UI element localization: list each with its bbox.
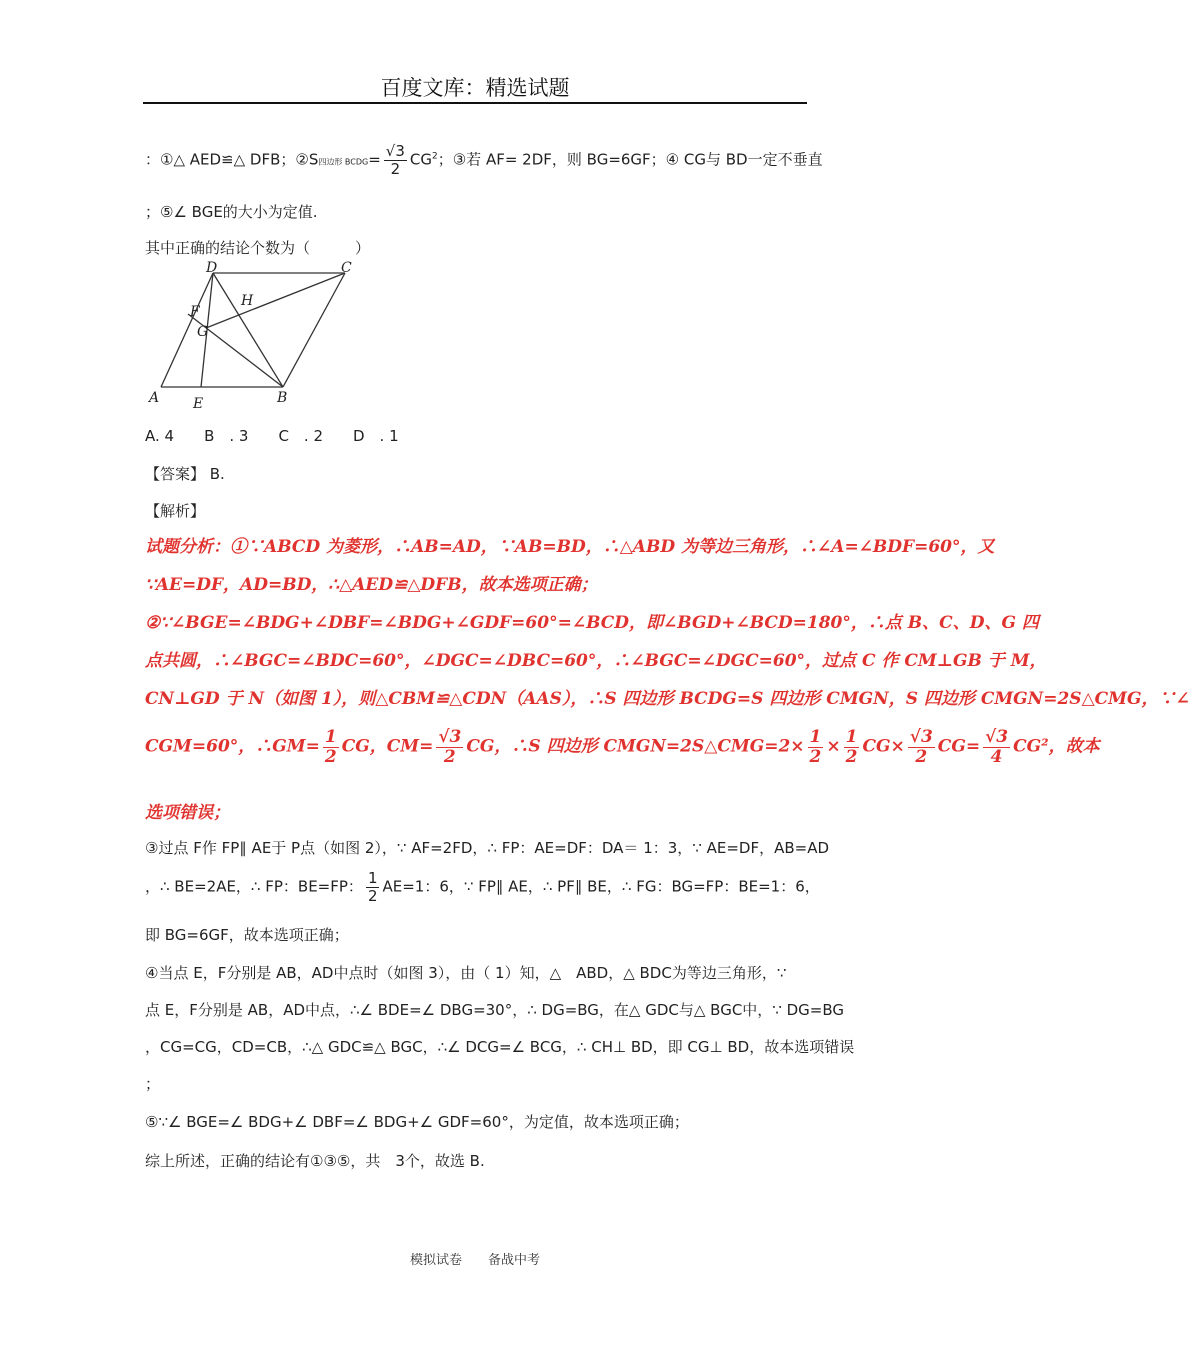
analysis-red-line-1: 试题分析：①∵ABCD 为菱形，∴AB=AD，∵AB=BD，∴△ABD 为等边三角形，∴∠A=∠BDF=60°，又 <box>145 537 995 557</box>
p3-2a: ，∴ BE=2AE，∴ FP：BE=FP： <box>145 877 363 896</box>
analysis-p4-line-2: 点 E，F分别是 AB，AD中点，∴∠ BDE=∠ DBG=30°，∴ DG=BG，在△ GDC与△ BGC中，∵ DG=BG <box>145 1001 845 1019</box>
segment-gc <box>206 273 345 328</box>
analysis-p3-line-3: 即 BG=6GF，故本选项正确； <box>145 926 349 944</box>
frac-den: 2 <box>809 746 822 767</box>
superscript-2: 2 <box>432 151 438 162</box>
label-e: E <box>193 396 204 412</box>
fraction-half <box>366 870 380 904</box>
diagonal-db <box>213 273 283 387</box>
fraction-half <box>323 728 339 766</box>
analysis-p3-line-2 <box>145 870 820 904</box>
frac-den: 2 <box>845 746 858 767</box>
fraction-root3-over-2 <box>908 728 935 766</box>
red6-b: CG，CM= <box>341 736 434 757</box>
p3-2b: AE=1：6，∵ FP∥ AE，∴ PF∥ BE，∴ FG：BG=FP：BE=1：6， <box>382 877 820 896</box>
question-line-3: 其中正确的结论个数为（ ） <box>145 239 371 257</box>
label-g: G <box>197 324 209 340</box>
answer-options: A. 4 B . 3 C . 2 D . 1 <box>145 427 399 445</box>
frac-den: 2 <box>443 746 456 767</box>
red6-e: CG× <box>862 736 905 757</box>
rhombus-figure <box>140 260 380 415</box>
label-d: D <box>206 260 218 276</box>
frac-num: √3 <box>909 727 933 747</box>
label-h: H <box>241 293 254 309</box>
red6-d: × <box>826 736 841 757</box>
page-footer: 模拟试卷 备战中考 <box>409 1253 540 1268</box>
red6-c: CG，∴S 四边形 CMGN=2S△CMG=2× <box>466 736 805 757</box>
page-header-title: 百度文库：精选试题 <box>380 76 570 100</box>
red6-g: CG²，故本 <box>1013 736 1100 757</box>
analysis-heading: 【解析】 <box>145 502 206 520</box>
analysis-p4-line-4: ； <box>145 1075 161 1093</box>
frac-num: 1 <box>809 727 822 747</box>
label-c: C <box>341 260 352 276</box>
analysis-red-line-3: ②∵∠BGE=∠BDG+∠DBF=∠BDG+∠GDF=60°=∠BCD，即∠BGD+∠BCD=180°，∴点 B、C、D、G 四 <box>145 613 1039 633</box>
frac-num: √3 <box>985 727 1009 747</box>
fraction-half <box>844 728 860 766</box>
question-cg: CG <box>409 150 432 169</box>
red6-f: CG= <box>937 736 981 757</box>
header-divider <box>143 102 807 104</box>
analysis-p3-line-1: ③过点 F作 FP∥ AE于 P点（如图 2），∵ AF=2FD，∴ FP：AE=DF：DA＝ 1：3，∵ AE=DF，AB=AD <box>145 839 830 857</box>
frac-den: 2 <box>324 746 337 767</box>
fraction-sqrt3-over-2 <box>384 143 407 177</box>
red6-a: CGM=60°，∴GM= <box>145 736 320 757</box>
fraction-half <box>808 728 824 766</box>
frac-num: 1 <box>324 727 337 747</box>
frac-den: 4 <box>990 746 1003 767</box>
question-line-1 <box>145 143 823 177</box>
question-line-2: ；⑤∠ BGE的大小为定值. <box>145 203 318 221</box>
frac-den: 2 <box>367 886 378 905</box>
fraction-root3-over-2 <box>436 728 463 766</box>
question-subscript: 四边形 BCDG <box>318 157 369 167</box>
analysis-p4-line-3: ，CG=CG，CD=CB，∴△ GDC≌△ BGC，∴∠ DCG=∠ BCG，∴ CH⊥ BD，即 CG⊥ BD，故本选项错误 <box>145 1038 855 1056</box>
frac-num: 1 <box>367 869 378 887</box>
analysis-red-line-7: 选项错误； <box>145 803 230 823</box>
frac-num: 1 <box>845 727 858 747</box>
frac-den: 2 <box>915 746 928 767</box>
analysis-p4-line-1: ④当点 E，F分别是 AB，AD中点时（如图 3），由（ 1）知，△ ABD，△ BDC为等边三角形，∵ <box>145 964 787 982</box>
edge-cb <box>283 273 345 387</box>
analysis-red-line-4: 点共圆，∴∠BGC=∠BDC=60°，∠DGC=∠DBC=60°，∴∠BGC=∠DGC=60°，过点 C 作 CM⊥GB 于 M， <box>145 651 1047 671</box>
label-f: F <box>190 304 200 320</box>
fraction-denominator: 2 <box>390 159 401 178</box>
question-line-1-a: ：①△ AED≌△ DFB；②S <box>145 150 319 169</box>
fraction-root3-over-4 <box>983 728 1010 766</box>
fraction-numerator: √3 <box>385 142 405 160</box>
equals-sign: = <box>368 150 381 169</box>
analysis-red-line-6 <box>145 728 1100 766</box>
analysis-summary: 综上所述，正确的结论有①③⑤，共 3个，故选 B. <box>145 1152 485 1170</box>
frac-num: √3 <box>438 727 462 747</box>
label-b: B <box>277 390 288 406</box>
question-line-1-c: ；③若 AF= 2DF，则 BG=6GF；④ CG与 BD一定不垂直 <box>437 150 823 169</box>
label-a: A <box>149 390 160 406</box>
answer-line: 【答案】 B. <box>145 465 225 483</box>
analysis-red-line-2: ∵AE=DF，AD=BD，∴△AED≌△DFB，故本选项正确； <box>145 575 598 595</box>
analysis-p5: ⑤∵∠ BGE=∠ BDG+∠ DBF=∠ BDG+∠ GDF=60°，为定值，故本选项正确； <box>145 1113 689 1131</box>
analysis-red-line-5: CN⊥GD 于 N（如图 1），则△CBM≌△CDN（AAS），∴S 四边形 BCDG=S 四边形 CMGN，S 四边形 CMGN=2S△CMG，∵∠ <box>145 689 1190 709</box>
